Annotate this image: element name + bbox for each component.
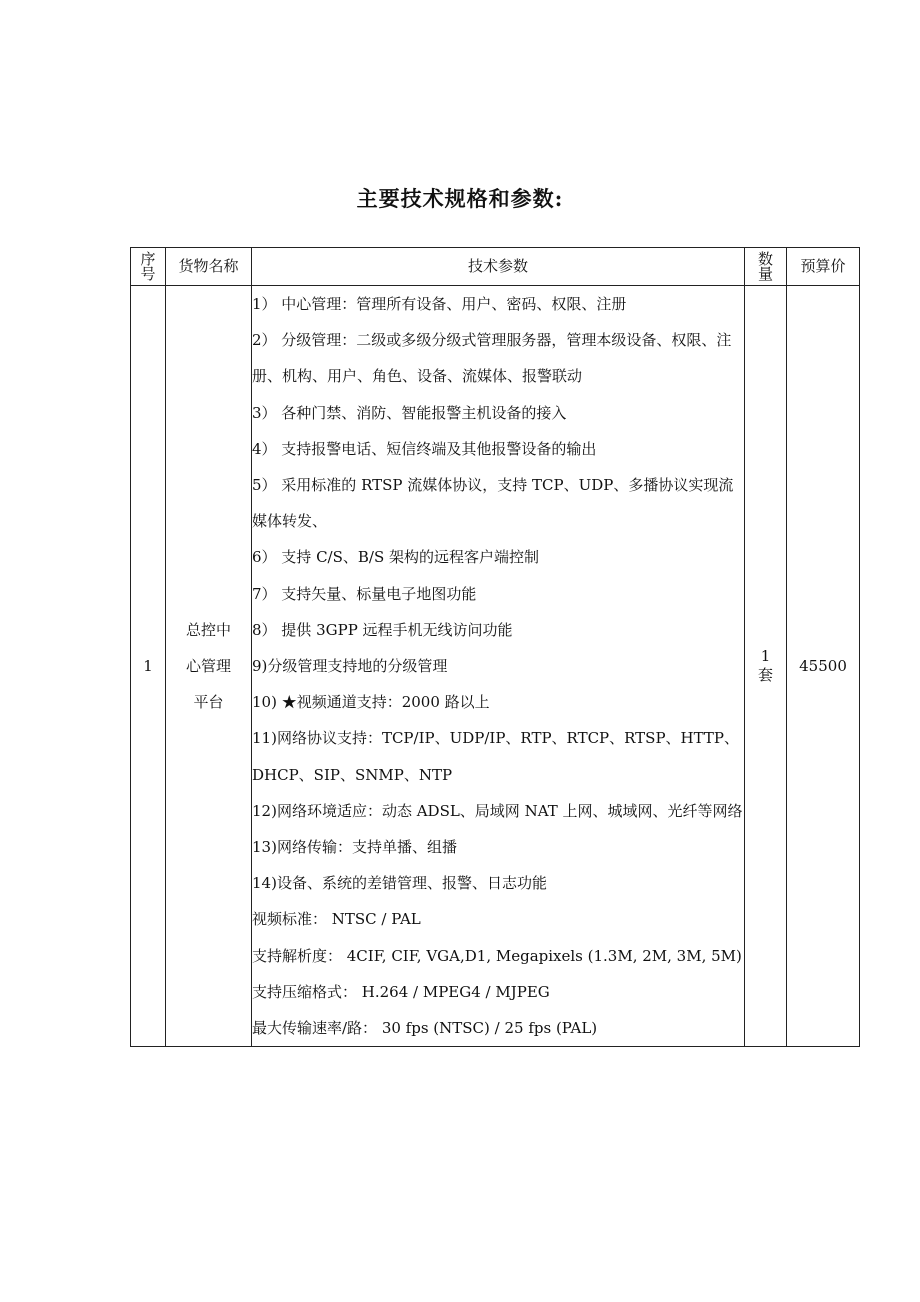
param-line: 12)网络环境适应：动态 ADSL、局域网 NAT 上网、城域网、光纤等网络 bbox=[252, 801, 743, 820]
table-row bbox=[131, 286, 860, 1047]
param-line: 2） 分级管理：二级或多级分级式管理服务器，管理本级设备、权限、注册、机构、用户、角色、设备、流媒体、报警联动 bbox=[252, 331, 732, 386]
cell-price: 45500 bbox=[787, 286, 860, 1047]
param-line: 5） 采用标准的 RTSP 流媒体协议，支持 TCP、UDP、多播协议实现流媒体转发、 bbox=[252, 476, 734, 531]
param-line: 3） 各种门禁、消防、智能报警主机设备的接入 bbox=[252, 403, 567, 422]
param-line: 视频标准： NTSC / PAL bbox=[252, 910, 421, 929]
header-qty: 数量 bbox=[745, 248, 787, 286]
param-line: 11)网络协议支持：TCP/IP、UDP/IP、RTP、RTCP、RTSP、HTTP、DHCP、SIP、SNMP、NTP bbox=[252, 729, 740, 784]
param-line: 13)网络传输：支持单播、组播 bbox=[252, 838, 457, 857]
header-price: 预算价 bbox=[787, 248, 860, 286]
header-name: 货物名称 bbox=[166, 248, 252, 286]
param-line: 9)分级管理支持地的分级管理 bbox=[252, 657, 448, 676]
cell-seq: 1 bbox=[131, 286, 166, 1047]
header-params: 技术参数 bbox=[252, 248, 745, 286]
param-line: 14)设备、系统的差错管理、报警、日志功能 bbox=[252, 874, 547, 893]
param-line: 7） 支持矢量、标量电子地图功能 bbox=[252, 584, 477, 603]
cell-name: 总控中心管理平台 bbox=[166, 286, 252, 1047]
cell-params bbox=[252, 286, 745, 1047]
table-header-row bbox=[131, 248, 860, 286]
header-seq: 序号 bbox=[131, 248, 166, 286]
param-line: 最大传输速率/路： 30 fps (NTSC) / 25 fps (PAL) bbox=[252, 1019, 598, 1038]
param-line: 1） 中心管理：管理所有设备、用户、密码、权限、注册 bbox=[252, 295, 627, 313]
param-line: 8） 提供 3GPP 远程手机无线访问功能 bbox=[252, 620, 513, 639]
param-line: 支持压缩格式： H.264 / MPEG4 / MJPEG bbox=[252, 982, 550, 1001]
param-line: 10) ★视频通道支持：2000 路以上 bbox=[252, 693, 490, 712]
param-line: 4） 支持报警电话、短信终端及其他报警设备的输出 bbox=[252, 439, 597, 458]
param-line: 6） 支持 C/S、B/S 架构的远程客户端控制 bbox=[252, 548, 540, 567]
param-line: 支持解析度： 4CIF, CIF, VGA,D1, Megapixels (1.3M, 2M, 3M, 5M) bbox=[252, 946, 742, 965]
page-title: 主要技术规格和参数: bbox=[356, 186, 564, 211]
spec-table bbox=[130, 247, 860, 1047]
cell-qty: 1套 bbox=[745, 286, 787, 1047]
